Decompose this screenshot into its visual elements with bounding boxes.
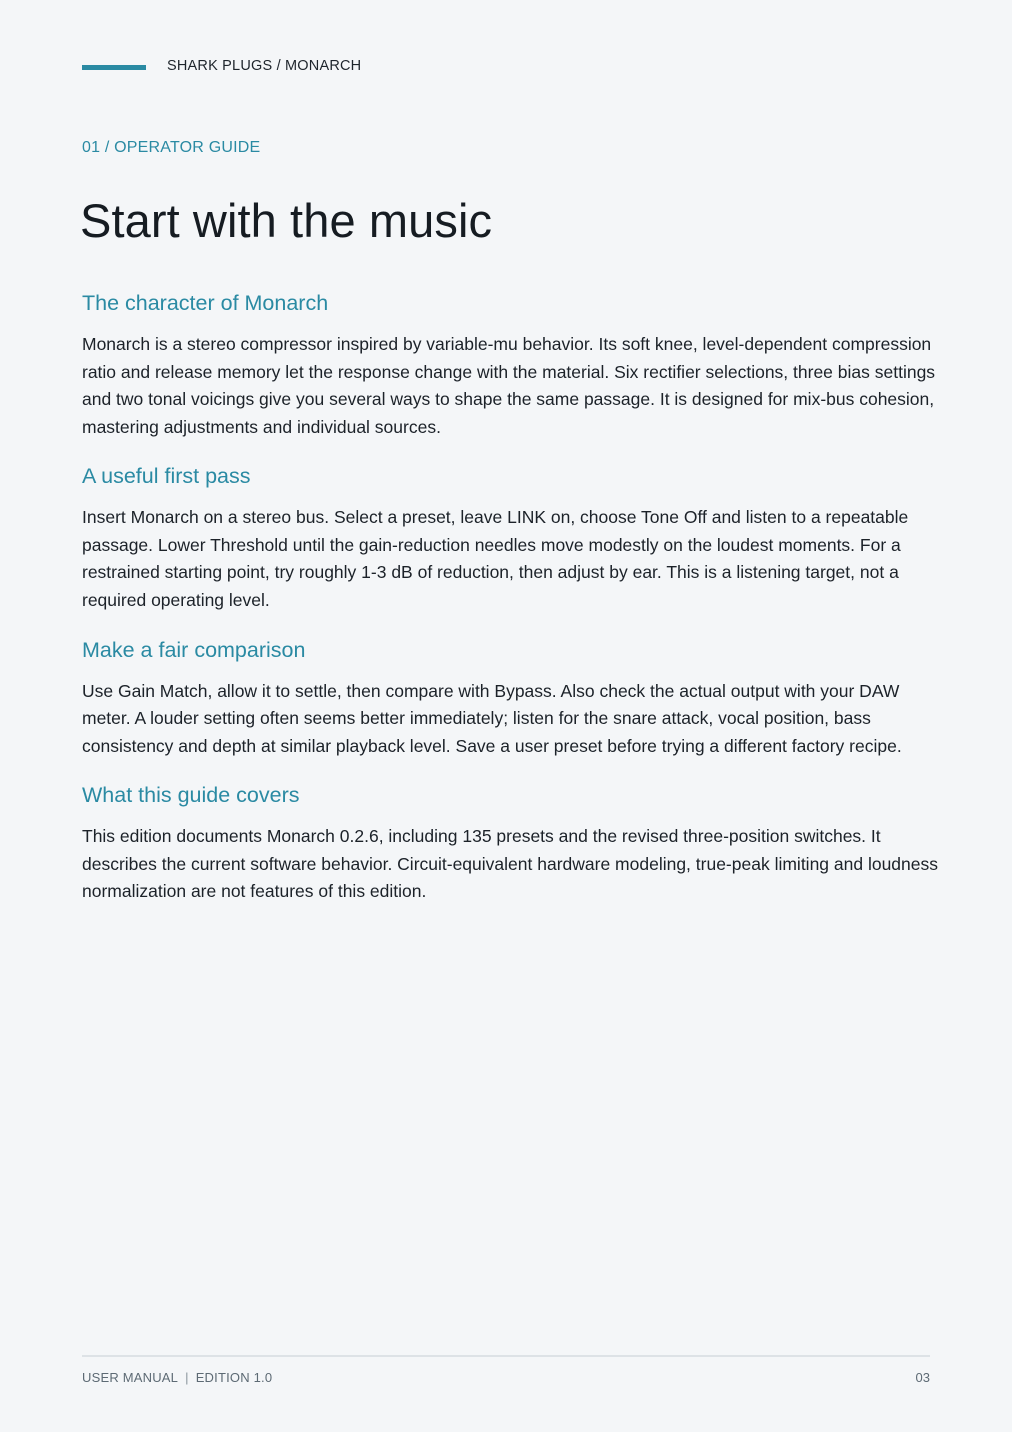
footer-edition-label: EDITION 1.0 <box>195 1370 273 1385</box>
section-eyebrow: 01 / OPERATOR GUIDE <box>82 139 261 156</box>
section-heading: The character of Monarch <box>82 291 329 315</box>
section-heading: What this guide covers <box>82 783 300 808</box>
footer-edition-info <box>82 1370 272 1385</box>
guide-content <box>82 290 938 928</box>
section-heading: A useful first pass <box>82 464 251 489</box>
header-accent-rule <box>82 65 146 70</box>
footer-separator: | <box>185 1370 189 1385</box>
section-body: Insert Monarch on a stereo bus. Select a preset, leave LINK on, choose Tone Off and listen to a repeatable passage. Lower Threshold until the gain-reduction needles move modestly on the loudest moments. For a restrained starting point, try roughly 1-3 dB of reduction, then adjust by ear. This is a listening target, not a required operating level. <box>82 507 909 611</box>
section-fair-comparison <box>82 637 938 761</box>
section-body: Use Gain Match, allow it to settle, then compare with Bypass. Also check the actual output with your DAW meter. A louder setting often seems better immediately; listen for the snare attack, vocal position, bass consistency and depth at similar playback level. Save a user preset before trying a different factory recipe. <box>82 680 902 756</box>
section-body: This edition documents Monarch 0.2.6, including 135 presets and the revised three-position switches. It describes the current software behavior. Circuit-equivalent hardware modeling, true-peak limiting and loudness normalization are not features of this edition. <box>82 826 939 902</box>
page-title: Start with the music <box>80 194 493 247</box>
header-breadcrumb: SHARK PLUGS / MONARCH <box>167 58 362 74</box>
section-character <box>82 290 938 441</box>
section-first-pass <box>82 463 938 614</box>
section-heading: Make a fair comparison <box>82 637 306 662</box>
footer-manual-label: USER MANUAL <box>82 1370 179 1385</box>
section-guide-coverage <box>82 782 938 906</box>
page-header <box>82 58 361 74</box>
footer-divider <box>82 1355 930 1357</box>
page-number: 03 <box>915 1370 930 1385</box>
section-body: Monarch is a stereo compressor inspired by variable-mu behavior. Its soft knee, level-dependent compression ratio and release memory let the response change with the material. Six rectifier selections, three bias settings and two tonal voicings give you several ways to shape the same passage. It is designed for mix-bus cohesion, mastering adjustments and individual sources. <box>82 333 936 437</box>
